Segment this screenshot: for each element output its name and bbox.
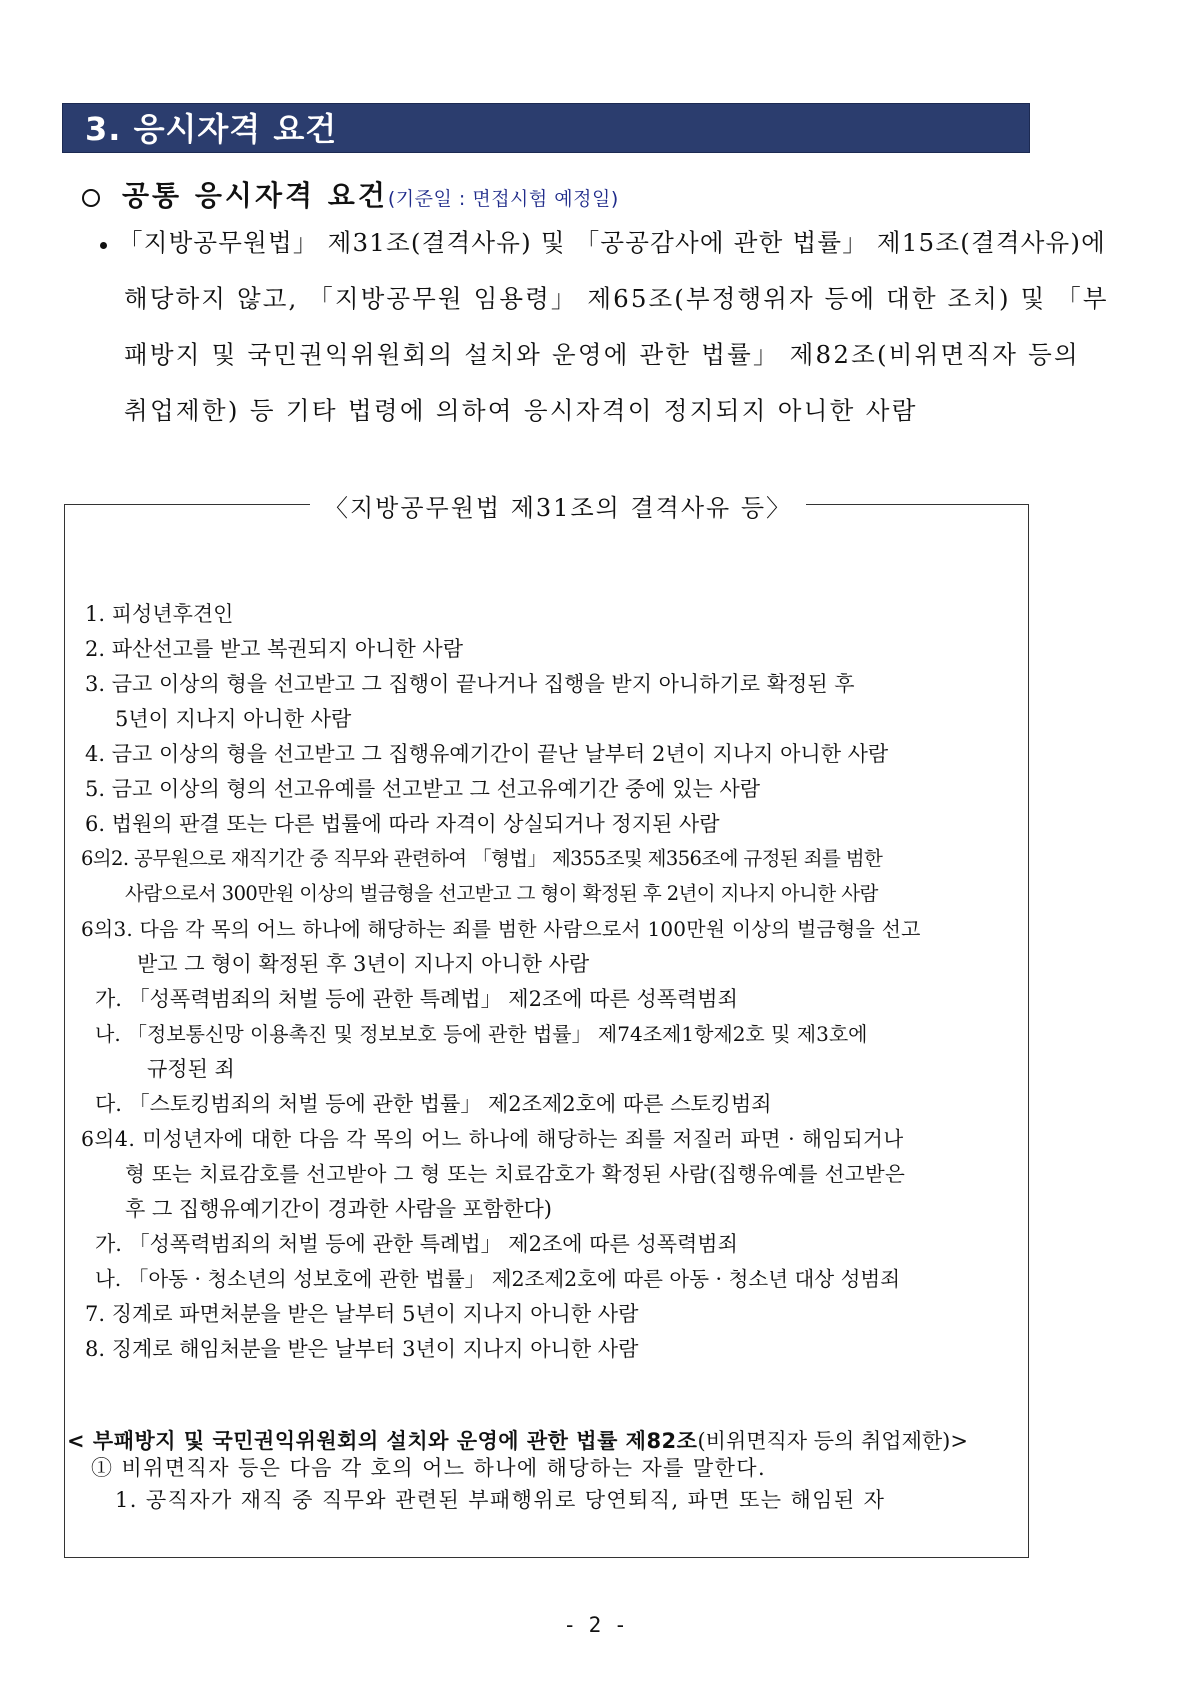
disqualification-box	[64, 494, 1029, 1558]
list-item: 형 또는 치료감호를 선고받아 그 형 또는 치료감호가 확정된 사람(집행유예를 선고받은	[125, 1162, 906, 1186]
bullet-line: 「지방공무원법」 제31조(결격사유) 및 「공공감사에 관한 법률」 제15조(결격사유)에	[118, 228, 1107, 257]
list-item: 4. 금고 이상의 형을 선고받고 그 집행유예기간이 끝난 날부터 2년이 지나지 아니한 사람	[85, 742, 889, 766]
list-item: 5. 금고 이상의 형의 선고유예를 선고받고 그 선고유예기간 중에 있는 사람	[85, 777, 761, 801]
list-item: 후 그 집행유예기간이 경과한 사람을 포함한다)	[125, 1197, 553, 1221]
law-title-normal: (비위면직자 등의 취업제한)>	[697, 1429, 968, 1453]
list-item: 받고 그 형이 확정된 후 3년이 지나지 아니한 사람	[137, 952, 590, 976]
circle-bullet-icon	[82, 189, 100, 207]
bullet-dot-icon	[100, 242, 107, 249]
subheading-title: 공통 응시자격 요건	[122, 179, 388, 212]
list-item: 6. 법원의 판결 또는 다른 법률에 따라 자격이 상실되거나 정지된 사람	[85, 812, 720, 836]
list-item: 8. 징계로 해임처분을 받은 날부터 3년이 지나지 아니한 사람	[85, 1337, 639, 1361]
law-title-bold: < 부패방지 및 국민권익위원회의 설치와 운영에 관한 법률 제82조	[67, 1429, 698, 1453]
list-item: 6의4. 미성년자에 대한 다음 각 목의 어느 하나에 해당하는 죄를 저질러 파면 · 해임되거나	[81, 1127, 904, 1151]
list-item: 나. 「정보통신망 이용촉진 및 정보보호 등에 관한 법률」 제74조제1항제2호 및 제3호에	[95, 1022, 868, 1046]
law-line: ① 비위면직자 등은 다음 각 호의 어느 하나에 해당하는 자를 말한다.	[91, 1456, 767, 1480]
law-title	[67, 1425, 968, 1455]
section-header	[62, 103, 1030, 153]
bullet-line: 해당하지 않고, 「지방공무원 임용령」 제65조(부정행위자 등에 대한 조치) 및 「부	[124, 284, 1109, 313]
page-number: - 2 -	[563, 1613, 627, 1637]
list-item: 2. 파산선고를 받고 복권되지 아니한 사람	[85, 637, 463, 661]
list-item: 6의3. 다음 각 목의 어느 하나에 해당하는 죄를 범한 사람으로서 100만원 이상의 벌금형을 선고	[81, 917, 921, 941]
list-item: 나. 「아동 · 청소년의 성보호에 관한 법률」 제2조제2호에 따른 아동 · 청소년 대상 성범죄	[95, 1267, 901, 1291]
subheading-note: (기준일 : 면접시험 예정일)	[387, 188, 619, 210]
list-item: 5년이 지나지 아니한 사람	[115, 707, 352, 731]
subheading	[82, 174, 619, 214]
list-item: 3. 금고 이상의 형을 선고받고 그 집행이 끝나거나 집행을 받지 아니하기로 확정된 후	[85, 672, 855, 696]
box-title: 〈지방공무원법 제31조의 결격사유 등〉	[310, 488, 806, 523]
list-item: 1. 피성년후견인	[85, 602, 234, 626]
bullet-line: 패방지 및 국민권익위원회의 설치와 운영에 관한 법률」 제82조(비위면직자 등의	[124, 340, 1080, 369]
bullet-line: 취업제한) 등 기타 법령에 의하여 응시자격이 정지되지 아니한 사람	[124, 396, 918, 425]
section-title: 3. 응시자격 요건	[85, 110, 338, 148]
list-item: 규정된 죄	[147, 1057, 235, 1081]
list-item: 가. 「성폭력범죄의 처벌 등에 관한 특례법」 제2조에 따른 성폭력범죄	[95, 1232, 738, 1256]
list-item: 다. 「스토킹범죄의 처벌 등에 관한 법률」 제2조제2호에 따른 스토킹범죄	[95, 1092, 772, 1116]
law-line: 1. 공직자가 재직 중 직무와 관련된 부패행위로 당연퇴직, 파면 또는 해임된 자	[115, 1488, 886, 1512]
list-item: 7. 징계로 파면처분을 받은 날부터 5년이 지나지 아니한 사람	[85, 1302, 639, 1326]
list-item: 6의2. 공무원으로 재직기간 중 직무와 관련하여 「형법」 제355조및 제356조에 규정된 죄를 범한	[81, 847, 883, 870]
list-item: 사람으로서 300만원 이상의 벌금형을 선고받고 그 형이 확정된 후 2년이 지나지 아니한 사람	[125, 882, 878, 905]
list-item: 가. 「성폭력범죄의 처벌 등에 관한 특례법」 제2조에 따른 성폭력범죄	[95, 987, 738, 1011]
